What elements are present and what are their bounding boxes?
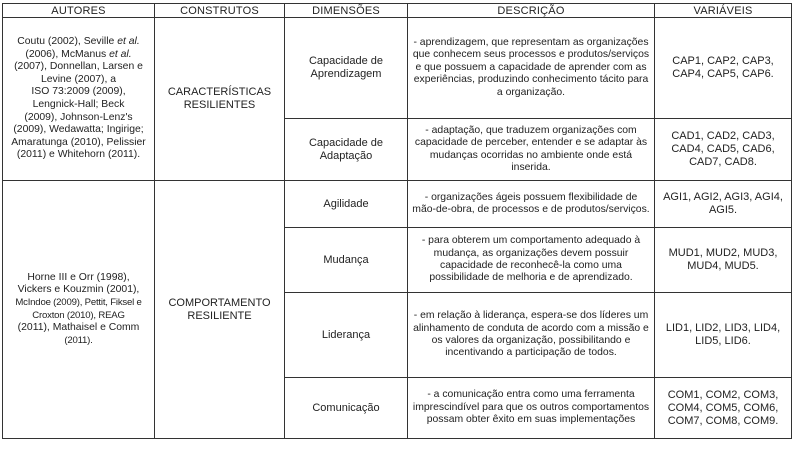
description-cell: - a comunicação entra como uma ferramenta imprescindível para que os outros comportamentos possam obter êxito em suas implementações bbox=[408, 378, 655, 439]
table-row bbox=[3, 18, 792, 119]
header-construtos: CONSTRUTOS bbox=[155, 4, 285, 18]
dimension-cell: Mudança bbox=[285, 228, 408, 293]
header-row bbox=[3, 4, 792, 18]
variables-cell: LID1, LID2, LID3, LID4, LID5, LID6. bbox=[655, 293, 792, 378]
description-cell: - adaptação, que traduzem organizações com capacidade de perceber, entender e se adaptar às mudanças ocorridas no ambiente onde está inserida. bbox=[408, 119, 655, 181]
authors-text: ISO 73:2009 (2009), bbox=[31, 86, 126, 98]
description-cell: - organizações ágeis possuem flexibilidade de mão-de-obra, de processos e de produtos/serviços. bbox=[408, 181, 655, 228]
authors-text: Coutu (2002), Seville bbox=[17, 36, 118, 48]
table-row bbox=[3, 181, 792, 228]
description-cell: - em relação à liderança, espera-se dos líderes um alinhamento de conduta de acordo com a missão e os valores da organização, possibilitando e incentivando a participação de todos. bbox=[408, 293, 655, 378]
dimension-cell: Capacidade de Aprendizagem bbox=[285, 18, 408, 119]
header-autores: AUTORES bbox=[3, 4, 155, 18]
variables-cell: MUD1, MUD2, MUD3, MUD4, MUD5. bbox=[655, 228, 792, 293]
authors-cell-group-0 bbox=[3, 18, 155, 181]
authors-text: Horne III e Orr (1998), bbox=[27, 271, 130, 283]
authors-text: (2011). bbox=[64, 334, 93, 346]
authors-text: (2009), Johnson-Lenz's bbox=[24, 111, 133, 123]
authors-text: (2011), Mathaisel e Comm bbox=[17, 322, 140, 334]
dimension-cell: Capacidade de Adaptação bbox=[285, 119, 408, 181]
construct-cell: CARACTERÍSTICAS RESILIENTES bbox=[155, 18, 285, 181]
dimension-cell: Agilidade bbox=[285, 181, 408, 228]
header-variaveis: VARIÁVEIS bbox=[655, 4, 792, 18]
construct-cell: COMPORTAMENTO RESILIENTE bbox=[155, 181, 285, 439]
authors-italic: et al. bbox=[117, 36, 140, 48]
authors-text: (2011) e Whitehorn (2011). bbox=[16, 149, 141, 161]
authors-text: (2009), Wedawatta; Ingirige; bbox=[13, 124, 144, 136]
variables-cell: CAD1, CAD2, CAD3, CAD4, CAD5, CAD6, CAD7, CAD8. bbox=[655, 119, 792, 181]
authors-text: McIndoe (2009), Pettit, Fiksel e bbox=[15, 296, 142, 308]
authors-text: Levine (2007), a bbox=[40, 73, 117, 85]
variables-cell: COM1, COM2, COM3, COM4, COM5, COM6, COM7, COM8, COM9. bbox=[655, 378, 792, 439]
variables-cell: CAP1, CAP2, CAP3, CAP4, CAP5, CAP6. bbox=[655, 18, 792, 119]
header-descricao: DESCRIÇÃO bbox=[408, 4, 655, 18]
description-cell: - aprendizagem, que representam as organizações que conhecem seus processos e produtos/serviços e que possuem a capacidade de aprender com as experiências, produzindo conhecimento tácito para a organização. bbox=[408, 18, 655, 119]
authors-text: Vickers e Kouzmin (2001), bbox=[17, 284, 140, 296]
variables-cell: AGI1, AGI2, AGI3, AGI4, AGI5. bbox=[655, 181, 792, 228]
resilience-table bbox=[2, 3, 792, 439]
authors-text: Lengnick-Hall; Beck bbox=[32, 99, 125, 110]
dimension-cell: Liderança bbox=[285, 293, 408, 378]
description-cell: - para obterem um comportamento adequado à mudança, as organizações devem possuir capacidade de reconhecê-la como uma possibilidade de melhoria e de aprendizado. bbox=[408, 228, 655, 293]
authors-cell-group-1 bbox=[3, 181, 155, 439]
authors-text: Amaratunga (2010), Pelissier bbox=[11, 136, 146, 148]
authors-italic: et al. bbox=[109, 48, 132, 60]
dimension-cell: Comunicação bbox=[285, 378, 408, 439]
authors-text: Croxton (2010), REAG bbox=[32, 309, 125, 321]
authors-text: (2006), McManus bbox=[25, 48, 110, 60]
authors-text: (2007), Donnellan, Larsen e bbox=[14, 61, 143, 73]
header-dimensoes: DIMENSÕES bbox=[285, 4, 408, 18]
